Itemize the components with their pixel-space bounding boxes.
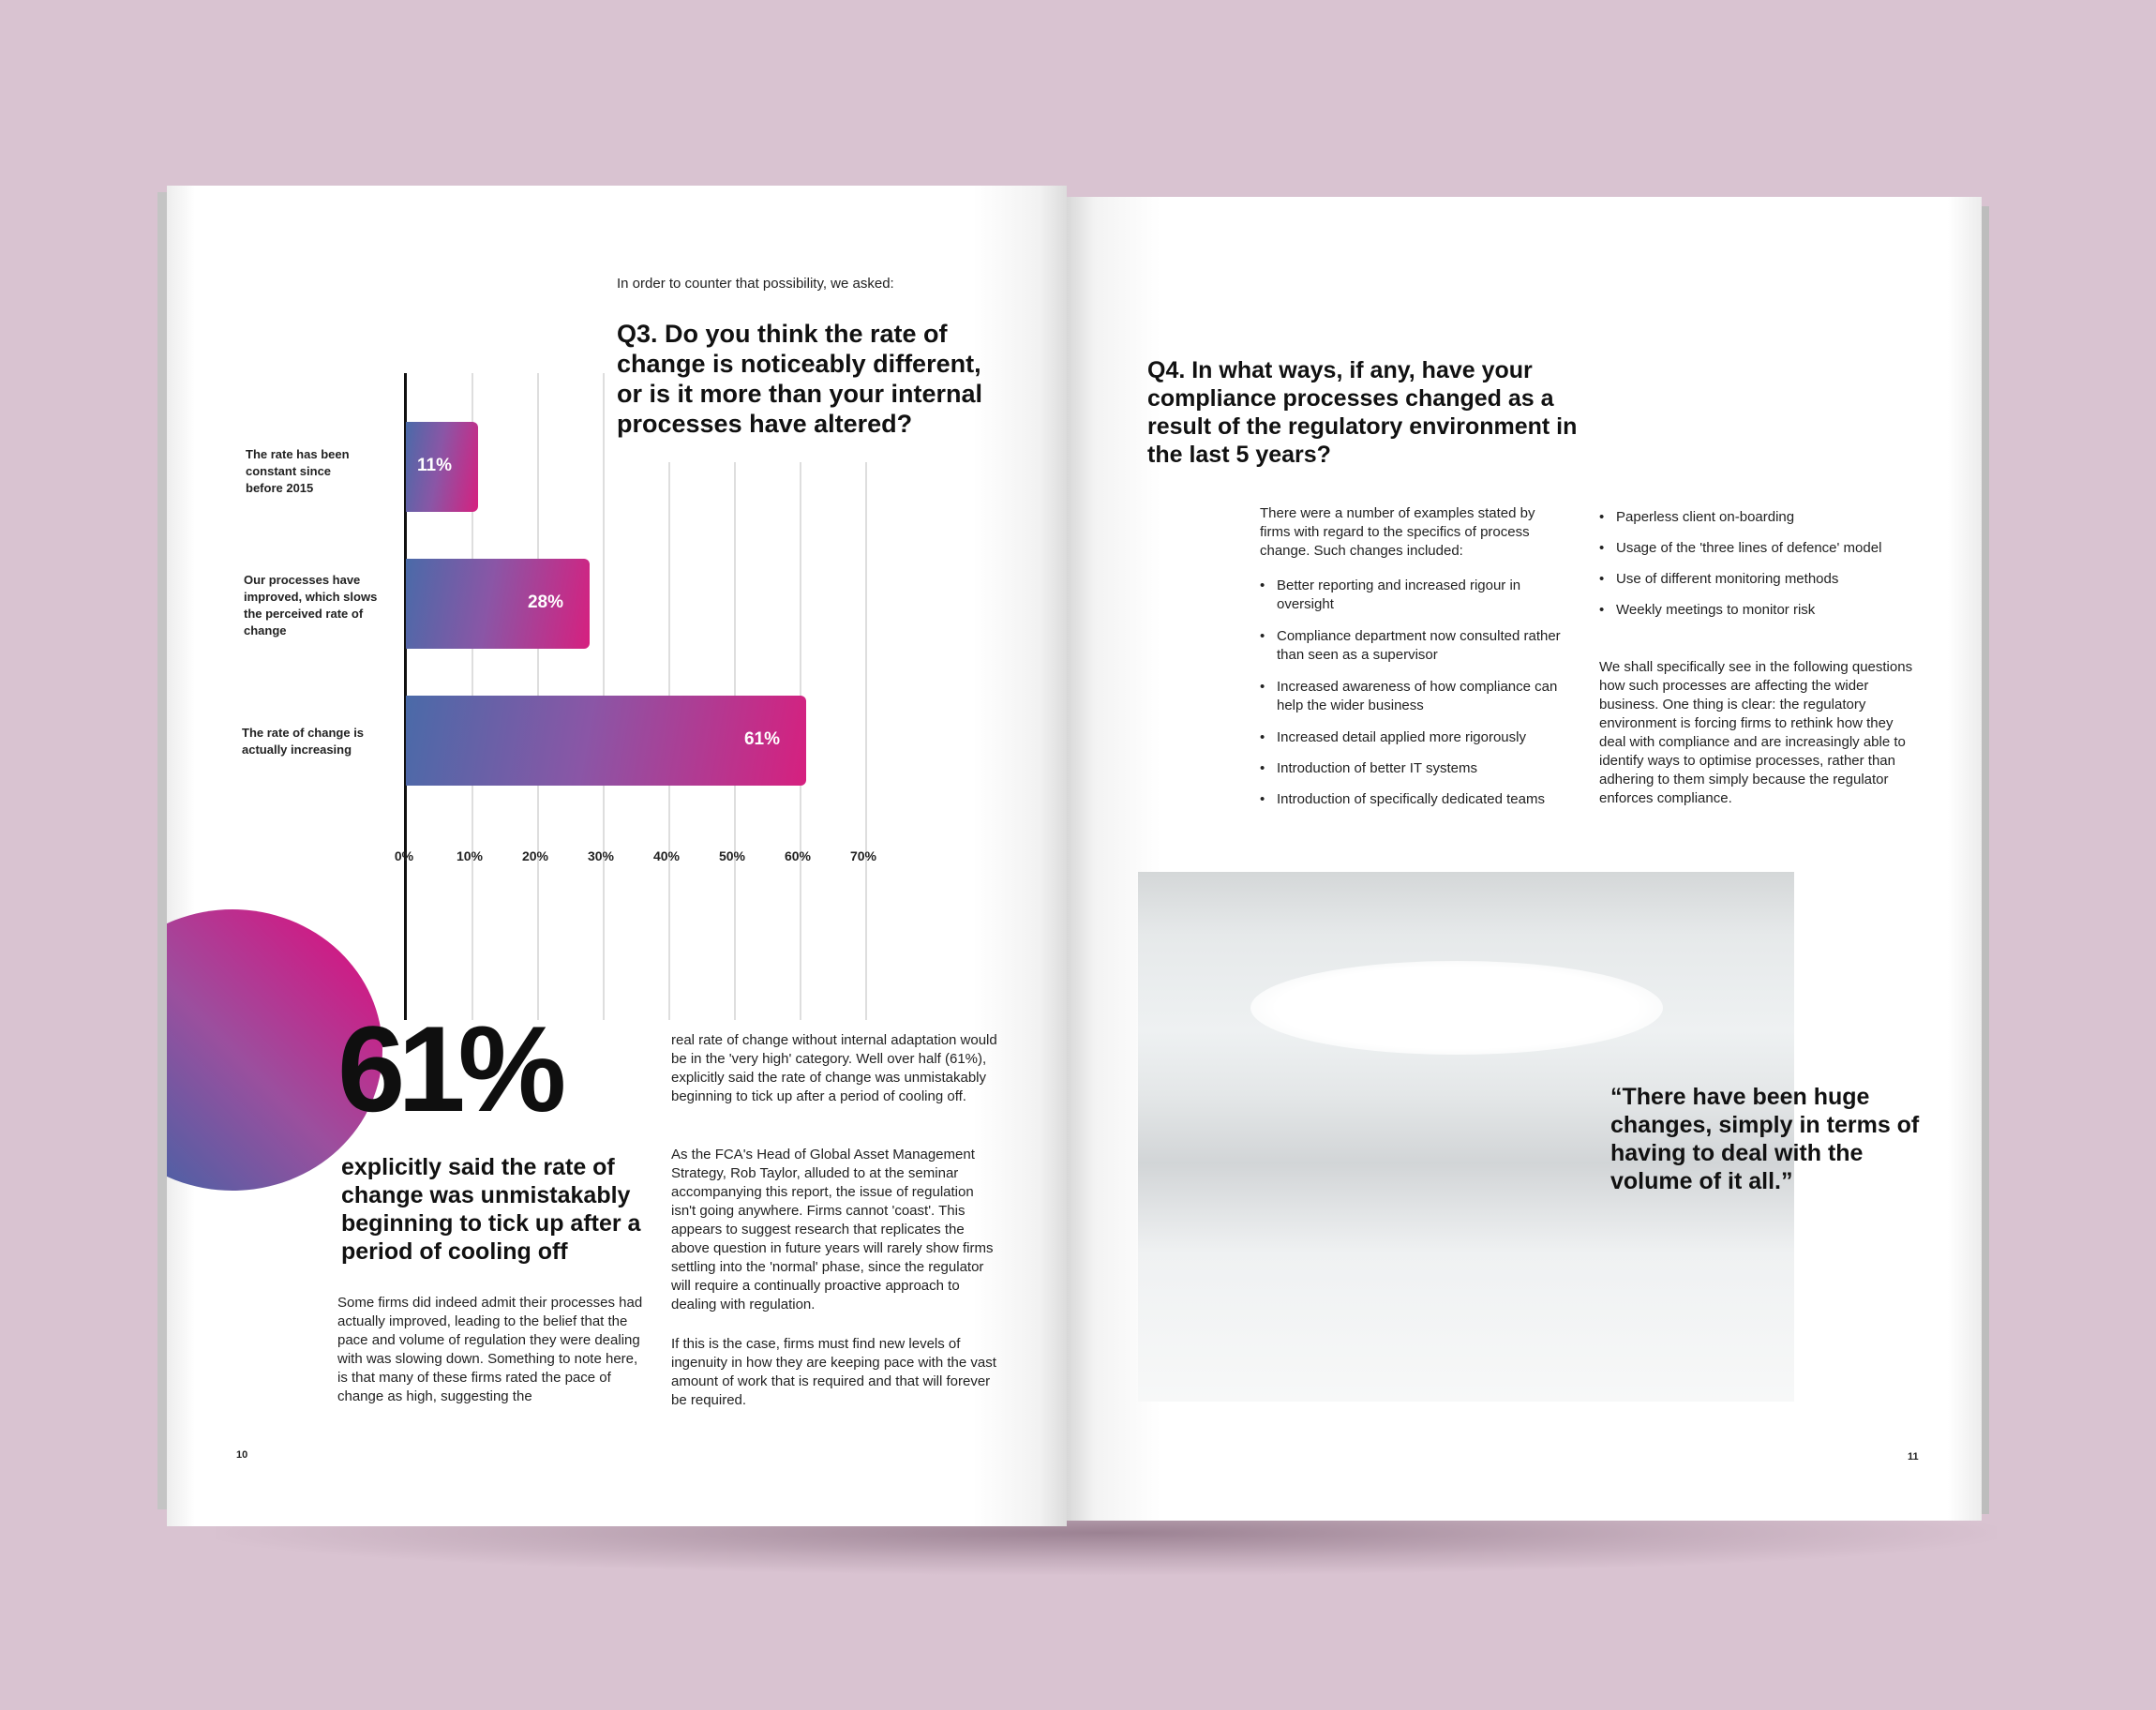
gridline-70 <box>865 462 867 1020</box>
ceiling-light <box>1250 961 1663 1055</box>
body-column-1: Some firms did indeed admit their processes had actually improved, leading to the belief that the pace and volume of regulation they were dealing with was slowing down. Something to note here, is that many of these firms rated the pace of change as high, suggesting the <box>337 1295 643 1404</box>
x-tick-label: 0% <box>394 848 414 863</box>
list-item: • Increased detail applied more rigorously <box>1260 729 1526 745</box>
list-item: • Compliance department now consulted rather than seen as a supervisor <box>1260 628 1561 663</box>
list-item: • Weekly meetings to monitor risk <box>1599 602 1816 618</box>
x-tick-label: 50% <box>718 848 746 863</box>
q4-closing: We shall specifically see in the following questions how such processes are affecting the wider business. One thing is clear: the regulatory environment is forcing firms to rethink how they deal with compliance and are increasingly able to identify ways to optimise processes, rather than adhering to them simply because the regulator enforces compliance. <box>1599 659 1913 806</box>
x-tick-label: 30% <box>587 848 615 863</box>
body-column-2-p3: If this is the case, firms must find new levels of ingenuity in how they are keeping pace with the vast amount of work that is required and that will forever be required. <box>671 1336 996 1408</box>
x-tick-label: 40% <box>652 848 681 863</box>
bullet-list-1 <box>1260 577 1579 809</box>
list-item: • Paperless client on-boarding <box>1599 509 1795 525</box>
bar-constant <box>406 422 478 512</box>
x-tick-label: 10% <box>456 848 484 863</box>
body-column-2-p2: As the FCA's Head of Global Asset Management Strategy, Rob Taylor, alluded to at the seminar accompanying this report, the issue of regulation isn't going anywhere. Firms cannot 'coast'. This appears to suggest research that replicates the above question in future years will rarely show firms settling into the 'normal' phase, since the regulator will require a continually proactive approach to dealing with regulation. <box>671 1147 994 1312</box>
big-stat: 61% <box>337 1000 560 1137</box>
bar-increasing <box>406 696 806 786</box>
right-page <box>1067 197 1982 1521</box>
bar-improved <box>406 559 590 649</box>
body-column-2-p1: real rate of change without internal adaptation would be in the 'very high' category. Well over half (61%), explicitly said the rate of change was unmistakably beginning to tick up after a period of cooling off. <box>671 1032 997 1104</box>
bullet-list-2 <box>1599 508 1918 620</box>
list-item: • Introduction of specifically dedicated teams <box>1260 791 1545 807</box>
page-number: 10 <box>236 1449 248 1461</box>
category-label: The rate has been constant since before 2015 <box>246 447 350 495</box>
left-page <box>167 186 1067 1526</box>
intro-text: In order to counter that possibility, we asked: <box>617 276 894 292</box>
list-item: • Usage of the 'three lines of defence' model <box>1599 540 1882 556</box>
question-q3: Q3. Do you think the rate of change is noticeably different, or is it more than your internal processes have altered? <box>617 320 983 438</box>
q4-intro: There were a number of examples stated by firms with regard to the specifics of process change. Such changes included: <box>1260 505 1535 559</box>
list-item: • Introduction of better IT systems <box>1260 760 1477 776</box>
list-item: • Use of different monitoring methods <box>1599 571 1839 587</box>
bar-value-label: 11% <box>417 456 452 475</box>
question-q4: Q4. In what ways, if any, have your compliance processes changed as a result of the regulatory environment in the last 5 years? <box>1147 357 1578 468</box>
category-label: The rate of change is actually increasing <box>242 726 365 757</box>
x-tick-label: 20% <box>521 848 549 863</box>
x-tick-label: 60% <box>784 848 812 863</box>
list-item: • Better reporting and increased rigour in oversight <box>1260 578 1521 612</box>
list-item: • Increased awareness of how compliance can help the wider business <box>1260 679 1558 713</box>
page-number: 11 <box>1908 1451 1919 1462</box>
big-stat-caption: explicitly said the rate of change was unmistakably beginning to tick up after a period of cooling off <box>341 1154 641 1265</box>
x-tick-label: 70% <box>849 848 877 863</box>
category-label: Our processes have improved, which slows the perceived rate of change <box>244 573 378 638</box>
bar-value-label: 28% <box>527 592 563 612</box>
bar-value-label: 61% <box>743 729 780 749</box>
pull-quote: “There have been huge changes, simply in terms of having to deal with the volume of it all.” <box>1610 1084 1920 1194</box>
